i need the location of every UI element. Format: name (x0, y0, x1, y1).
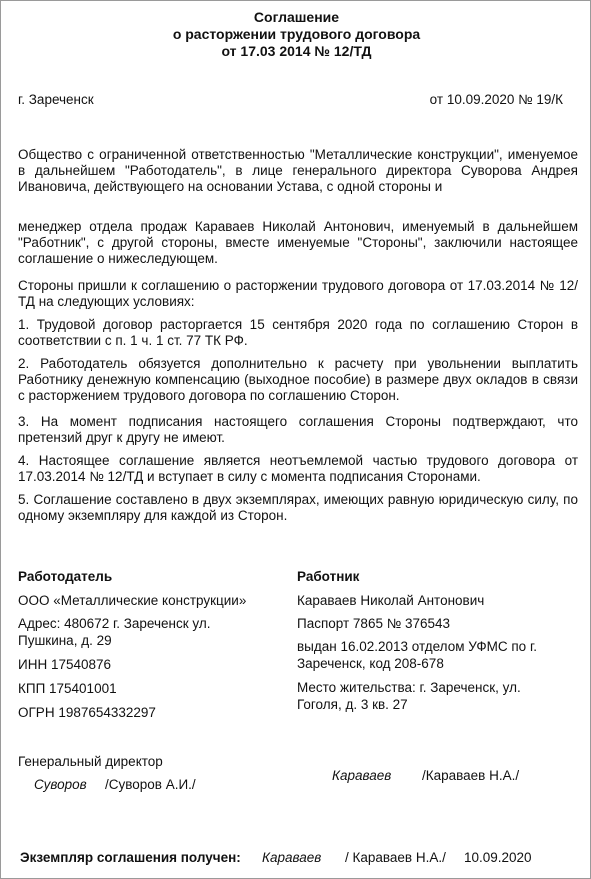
clause-3: 3. На момент подписания настоящего соглашения Стороны подтверждают, что претензий друг к другу не имеют. (18, 414, 578, 445)
employee-residence-line2: Гоголя, д. 3 кв. 27 (297, 697, 408, 712)
document-date-number: от 10.09.2020 № 19/К (429, 92, 563, 107)
employee-passport-issued-line2: Зареченск, код 208-678 (297, 656, 444, 671)
receipt-label: Экземпляр соглашения получен: (20, 850, 241, 865)
employer-heading: Работодатель (18, 569, 113, 584)
receipt-date: 10.09.2020 (464, 850, 532, 865)
receipt-signature: Караваев (262, 850, 322, 865)
employee-passport: Паспорт 7865 № 376543 (297, 616, 450, 631)
employer-name: ООО «Металлические конструкции» (18, 593, 247, 608)
clause-4: 4. Настоящее соглашение является неотъемлемой частью трудового договора от 17.03.2014 № 12/ТД и вступает в силу с момента подписания Сторонами. (18, 453, 578, 484)
employer-address-line2: Пушкина, д. 29 (18, 633, 112, 648)
employer-ogrn: ОГРН 1987654332297 (18, 705, 156, 720)
employer-signature-name: /Суворов А.И./ (105, 777, 196, 792)
clause-1: 1. Трудовой договор расторгается 15 сентября 2020 года по соглашению Сторон в соответствии с п. 1 ч. 1 ст. 77 ТК РФ. (18, 317, 578, 348)
receipt-signature-name: / Караваев Н.А./ (345, 850, 446, 865)
paragraph-employer-intro: Общество с ограниченной ответственностью "Металлические конструкции", именуемое в дальнейшем "Работодатель", в лице генерального директора Суворова Андрея Ивановича, действующего на основании Устава, с одной стороны и (18, 147, 578, 194)
employee-passport-issued-line1: выдан 16.02.2013 отделом УФМС по г. (297, 639, 537, 654)
employee-name: Караваев Николай Антонович (297, 593, 485, 608)
employee-residence-line1: Место жительства: г. Зареченск, ул. (297, 680, 521, 695)
document-title: Соглашение (253, 9, 340, 25)
paragraph-agreement-intro: Стороны пришли к соглашению о расторжении трудового договора от 17.03.2014 № 12/ТД на следующих условиях: (18, 278, 578, 309)
employer-position: Генеральный директор (18, 754, 163, 769)
employee-signature-name: /Караваев Н.А./ (422, 768, 520, 783)
clause-5: 5. Соглашение составлено в двух экземплярах, имеющих равную юридическую силу, по одному экземпляру для каждой из Сторон. (18, 492, 578, 523)
clause-2: 2. Работодатель обязуется дополнительно к расчету при увольнении выплатить Работнику денежную компенсацию (выходное пособие) в размере двух окладов в связи с расторжением трудового договора по соглашению Сторон. (18, 356, 578, 403)
employer-inn: ИНН 17540876 (18, 657, 112, 672)
employer-kpp: КПП 175401001 (18, 681, 117, 696)
city: г. Зареченск (18, 92, 94, 107)
paragraph-employee-intro: менеджер отдела продаж Караваев Николай Антонович, именуемый в дальнейшем "Работник", с другой стороны, вместе именуемые "Стороны", заключили настоящее соглашение о нижеследующем. (18, 219, 578, 266)
employee-heading: Работник (297, 569, 360, 584)
document-contract-ref: от 17.03 2014 № 12/ТД (221, 43, 372, 59)
employer-signature: Суворов (34, 777, 87, 792)
document-subtitle: о расторжении трудового договора (172, 26, 421, 42)
employer-address-line1: Адрес: 480672 г. Зареченск ул. (18, 616, 211, 631)
employee-signature: Караваев (332, 768, 392, 783)
